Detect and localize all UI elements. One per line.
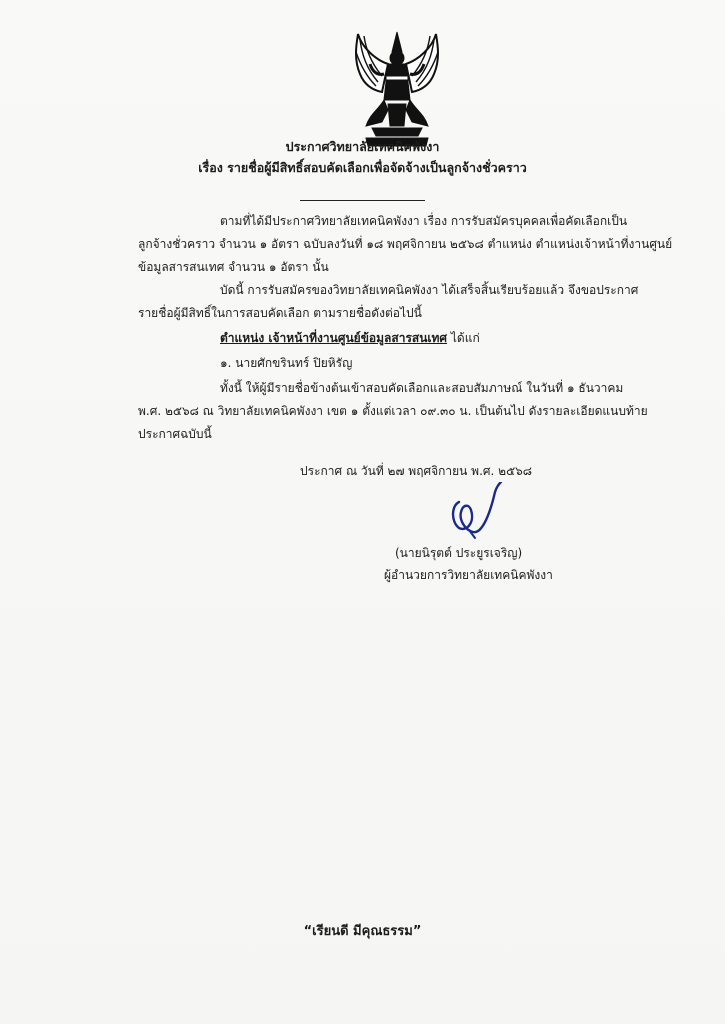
handwritten-signature-icon — [445, 482, 505, 540]
garuda-emblem-icon — [348, 30, 446, 150]
paragraph-3-line-2: พ.ศ. ๒๕๖๘ ณ วิทยาลัยเทคนิคพังงา เขต ๑ ตั้งแต่เวลา ๐๙.๓๐ น. เป็นต้นไป ดังรายละเอียดแนบท้าย — [138, 404, 648, 418]
signer-name: (นายนิรุตต์ ประยูรเจริญ) — [395, 546, 523, 560]
position-suffix: ได้แก่ — [450, 331, 480, 345]
paragraph-1-line-3: ข้อมูลสารสนเทศ จำนวน ๑ อัตรา นั้น — [138, 260, 329, 274]
announcement-title: ประกาศวิทยาลัยเทคนิคพังงา — [285, 139, 440, 154]
paragraph-3-line-1: ทั้งนี้ ให้ผู้มีรายชื่อข้างต้นเข้าสอบคัดเลือกและสอบสัมภาษณ์ ในวันที่ ๑ ธันวาคม — [220, 381, 624, 395]
position-heading — [220, 330, 480, 346]
position-label: ตำแหน่ง เจ้าหน้าที่งานศูนย์ข้อมูลสารสนเทศ — [220, 331, 448, 345]
paragraph-3-line-3: ประกาศฉบับนี้ — [138, 427, 212, 441]
signer-title: ผู้อำนวยการวิทยาลัยเทคนิคพังงา — [384, 568, 553, 582]
paragraph-1-line-2: ลูกจ้างชั่วคราว จำนวน ๑ อัตรา ฉบับลงวันที่ ๑๘ พฤศจิกายน ๒๕๖๘ ตำแหน่ง ตำแหน่งเจ้าหน้าที่งานศูนย์ — [138, 237, 673, 251]
paragraph-2-line-1: บัดนี้ การรับสมัครของวิทยาลัยเทคนิคพังงา ได้เสร็จสิ้นเรียบร้อยแล้ว จึงขอประกาศ — [220, 283, 639, 297]
paragraph-1-line-1: ตามที่ได้มีประกาศวิทยาลัยเทคนิคพังงา เรื่อง การรับสมัครบุคคลเพื่อคัดเลือกเป็น — [220, 214, 628, 228]
divider — [300, 200, 425, 201]
paragraph-2-line-2: รายชื่อผู้มีสิทธิ์ในการสอบคัดเลือก ตามรายชื่อดังต่อไปนี้ — [138, 306, 422, 320]
motto: “เรียนดี มีคุณธรรม” — [303, 924, 422, 939]
announcement-date: ประกาศ ณ วันที่ ๒๗ พฤศจิกายน พ.ศ. ๒๕๖๘ — [300, 464, 533, 478]
candidate-item-1: ๑. นายศักขรินทร์ ปิยหิรัญ — [220, 356, 353, 370]
announcement-subject: เรื่อง รายชื่อผู้มีสิทธิ์สอบคัดเลือกเพื่อจัดจ้างเป็นลูกจ้างชั่วคราว — [198, 160, 527, 175]
